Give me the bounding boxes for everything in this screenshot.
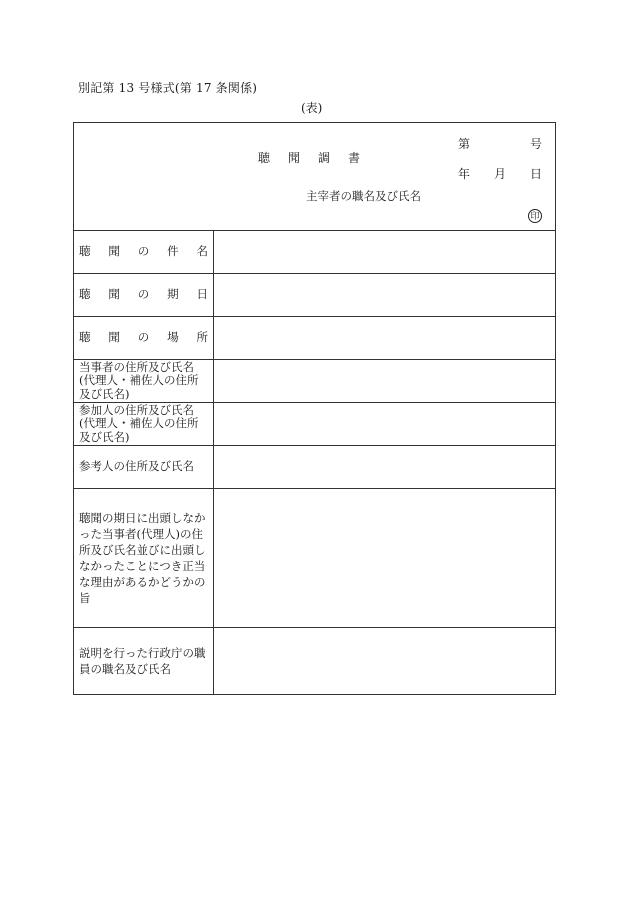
row-label [74, 274, 214, 316]
sheet-side-label: (表) [301, 101, 323, 115]
label-text: 聴聞の期日に出頭しなかった当事者(代理人)の住所及び氏名並びに出頭しなかったことにつき正当な理由があるかどうかの旨 [79, 511, 206, 605]
explaining-official-field[interactable] [214, 628, 555, 694]
form-identifier: 別記第 13 号様式(第 17 条関係) [78, 81, 258, 95]
row-participants [74, 403, 555, 446]
row-explaining-official [74, 628, 555, 694]
document-title: 聴聞調書 [258, 151, 379, 165]
label-text: 参加人の住所及び氏名(代理人・補佐人の住所及び氏名) [79, 402, 199, 444]
row-hearing-subject [74, 231, 555, 274]
date-year: 年 [458, 167, 471, 181]
document-date [458, 165, 542, 182]
row-parties [74, 360, 555, 403]
parties-field[interactable] [214, 360, 555, 402]
label-text: 聴 聞 の 場 所 [79, 330, 208, 345]
label-text: 聴 聞 の 件 名 [79, 244, 208, 259]
hearing-record-form [73, 122, 556, 695]
absent-parties-field[interactable] [214, 489, 555, 627]
row-label [74, 489, 214, 627]
form-header [74, 123, 555, 231]
row-witnesses [74, 446, 555, 489]
hearing-date-field[interactable] [214, 274, 555, 316]
label-text: 当事者の住所及び氏名(代理人・補佐人の住所及び氏名) [79, 359, 199, 401]
row-label [74, 403, 214, 445]
row-label [74, 360, 214, 402]
hearing-place-field[interactable] [214, 317, 555, 359]
row-label [74, 317, 214, 359]
participants-field[interactable] [214, 403, 555, 445]
document-number [458, 135, 542, 152]
date-month: 月 [493, 167, 506, 181]
witnesses-field[interactable] [214, 446, 555, 488]
label-text: 参考人の住所及び氏名 [79, 459, 194, 474]
date-day: 日 [529, 167, 542, 181]
row-absent-parties [74, 489, 555, 628]
row-hearing-place [74, 317, 555, 360]
number-suffix: 号 [529, 137, 542, 151]
row-label [74, 446, 214, 488]
number-prefix: 第 [458, 137, 471, 151]
row-label [74, 231, 214, 273]
label-text: 説明を行った行政庁の職員の職名及び氏名 [79, 646, 206, 676]
presider-label: 主宰者の職名及び氏名 [306, 189, 421, 203]
row-hearing-date [74, 274, 555, 317]
hearing-subject-field[interactable] [214, 231, 555, 273]
seal-mark: 印 [528, 209, 542, 223]
label-text: 聴 聞 の 期 日 [79, 287, 208, 302]
row-label [74, 628, 214, 694]
